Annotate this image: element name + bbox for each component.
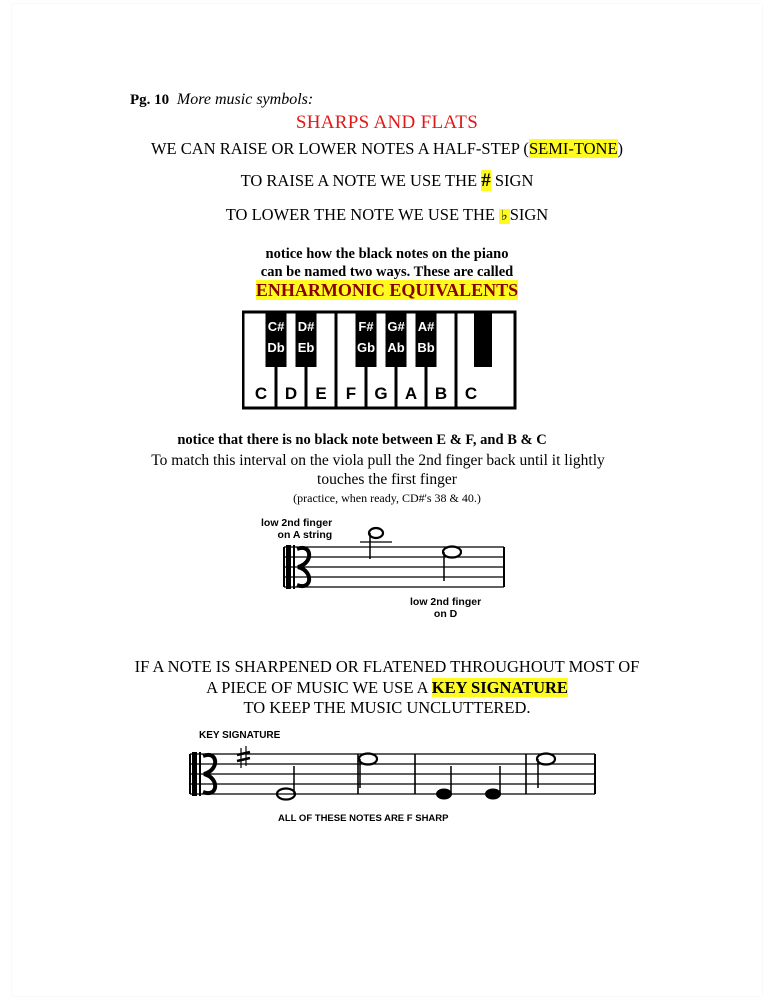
white-key-label: F <box>345 384 357 403</box>
notice-line-1: notice how the black notes on the piano <box>265 246 509 262</box>
keysig-line-3: TO KEEP THE MUSIC UNCLUTTERED. <box>243 698 531 717</box>
label-d-line1: low 2nd finger <box>410 596 482 608</box>
match-line-2: touches the first finger <box>317 471 457 488</box>
page-subtitle: More music symbols: <box>176 91 314 108</box>
page-number: Pg. 10 <box>130 92 170 108</box>
intro-close: ) <box>617 139 624 158</box>
black-key-label: Ab <box>387 340 405 355</box>
page-title: SHARPS AND FLATS <box>295 112 479 133</box>
black-key <box>266 313 287 367</box>
note-2 <box>359 754 377 789</box>
black-key-label: F# <box>358 319 374 334</box>
key-signature-caption: ALL OF THESE NOTES ARE F SHARP <box>278 813 449 824</box>
lower-line <box>12 205 762 225</box>
black-key-label: Eb <box>297 340 315 355</box>
black-key-label: C# <box>267 319 285 334</box>
document-sheet <box>12 4 762 996</box>
note-a-string <box>360 528 392 559</box>
note-5 <box>537 754 555 789</box>
staff-key-signature <box>182 744 602 814</box>
label-d-string <box>410 596 481 620</box>
sharp-symbol: # <box>481 170 491 191</box>
note-4 <box>485 766 501 800</box>
key-signature-highlight: KEY SIGNATURE <box>431 678 568 697</box>
note-d-string <box>443 547 461 582</box>
enharmonic-highlight: ENHARMONIC EQUIVALENTS <box>255 280 519 300</box>
white-key-label: D <box>284 384 298 403</box>
lower-text: TO LOWER THE NOTE WE USE THE <box>225 205 495 224</box>
raise-text: TO RAISE A NOTE WE USE THE <box>240 171 478 190</box>
white-key-label: C <box>464 384 478 403</box>
white-key-label: A <box>404 384 418 403</box>
keysig-line-2 <box>12 678 762 698</box>
label-a-line1: low 2nd finger <box>261 517 333 529</box>
notice-line-2: can be named two ways. These are called <box>260 264 514 280</box>
no-black-note-line: notice that there is no black note between E & F, and B & C <box>177 432 547 448</box>
flat-symbol: ♭ <box>501 209 508 224</box>
label-d-line2: on D <box>433 608 458 620</box>
raise-line <box>12 170 762 192</box>
enharmonic-heading <box>12 280 762 301</box>
black-key <box>416 313 437 367</box>
white-key-label: B <box>434 384 448 403</box>
black-key-label: Bb <box>417 340 435 355</box>
key-signature-label: KEY SIGNATURE <box>199 730 281 741</box>
white-key-label: G <box>374 384 388 403</box>
intro-line <box>12 139 762 159</box>
black-key-label: Db <box>267 340 285 355</box>
white-key-label: C <box>254 384 268 403</box>
practice-note: (practice, when ready, CD#'s 38 & 40.) <box>293 491 481 505</box>
piano-keyboard <box>242 310 517 410</box>
label-a-line2: on A string <box>277 529 333 541</box>
semitone-highlight: SEMI-TONE <box>528 139 618 158</box>
note-3 <box>436 766 452 800</box>
black-key <box>356 313 377 367</box>
black-key <box>386 313 407 367</box>
lower-sign: SIGN <box>509 205 549 224</box>
black-key-unlabeled <box>474 313 492 367</box>
raise-sign: SIGN <box>494 171 534 190</box>
black-key-label: Gb <box>356 340 376 355</box>
match-line-1: To match this interval on the viola pull the 2nd finger back until it lightly <box>151 452 605 469</box>
black-key-label: A# <box>417 319 435 334</box>
white-key-label: E <box>315 384 327 403</box>
black-key-label: D# <box>297 319 315 334</box>
page-header <box>130 91 313 109</box>
keysig-line-1: IF A NOTE IS SHARPENED OR FLATENED THROUGHOUT MOST OF <box>134 657 640 676</box>
keysig-line-2-text: A PIECE OF MUSIC WE USE A <box>206 678 428 697</box>
sharp-key-signature-icon <box>237 746 250 768</box>
intro-text: WE CAN RAISE OR LOWER NOTES A HALF-STEP ( <box>150 139 529 158</box>
black-key <box>296 313 317 367</box>
black-key-label: G# <box>387 319 405 334</box>
